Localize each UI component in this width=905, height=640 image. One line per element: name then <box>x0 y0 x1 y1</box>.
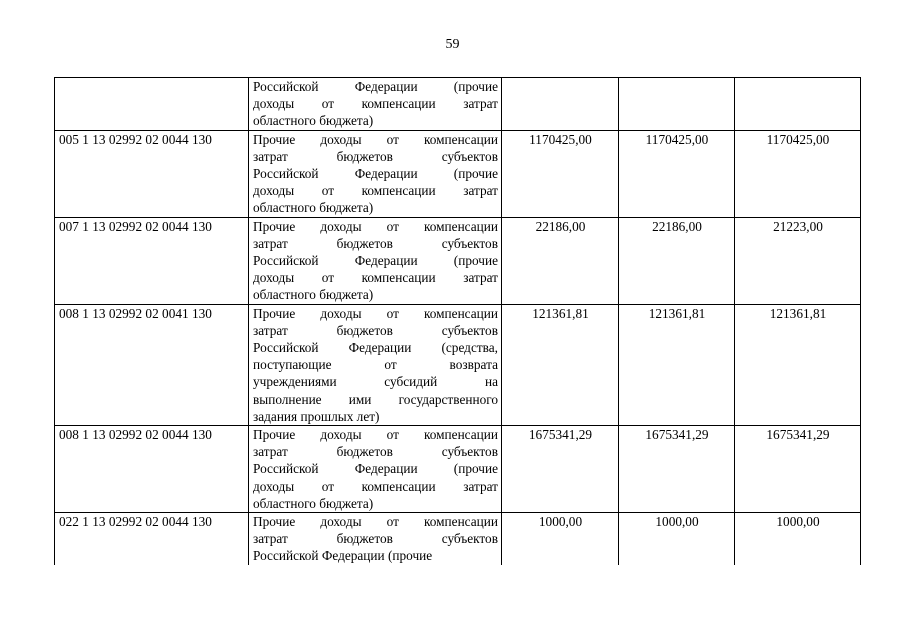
amount-year-2 <box>619 78 735 131</box>
amount-year-2: 1170425,00 <box>619 130 735 217</box>
description-line: Прочие доходы от компенсации <box>253 514 498 530</box>
description-line: Российской Федерации (прочие <box>253 461 498 477</box>
description-line: доходы от компенсации затрат <box>253 270 498 286</box>
description-line: затрат бюджетов субъектов <box>253 531 498 547</box>
amount-year-2: 1675341,29 <box>619 426 735 513</box>
budget-code: 008 1 13 02992 02 0044 130 <box>55 426 249 513</box>
amount-year-3 <box>735 78 861 131</box>
budget-code: 008 1 13 02992 02 0041 130 <box>55 304 249 425</box>
table-row <box>55 304 861 425</box>
description-line: Прочие доходы от компенсации <box>253 218 498 234</box>
description-line: Российской Федерации (прочие <box>253 79 498 94</box>
budget-code: 007 1 13 02992 02 0044 130 <box>55 217 249 304</box>
revenue-description <box>249 304 502 425</box>
description-line: поступающие от возврата <box>253 357 498 373</box>
description-line: задания прошлых лет) <box>253 408 380 424</box>
amount-year-3: 1675341,29 <box>735 426 861 513</box>
amount-year-2: 1000,00 <box>619 513 735 565</box>
revenue-description <box>249 513 502 565</box>
amount-year-3: 1170425,00 <box>735 130 861 217</box>
amount-year-2: 22186,00 <box>619 217 735 304</box>
table-row <box>55 78 861 131</box>
amount-year-3: 21223,00 <box>735 217 861 304</box>
description-line: Прочие доходы от компенсации <box>253 131 498 147</box>
revenue-description <box>249 217 502 304</box>
budget-code: 005 1 13 02992 02 0044 130 <box>55 130 249 217</box>
description-line: Российской Федерации (прочие <box>253 548 433 564</box>
table-body <box>55 78 861 565</box>
table-row <box>55 513 861 565</box>
description-line: Прочие доходы от компенсации <box>253 427 498 443</box>
description-line: учреждениями субсидий на <box>253 374 498 390</box>
amount-year-1: 121361,81 <box>502 304 619 425</box>
description-line: Российской Федерации (прочие <box>253 166 498 182</box>
amount-year-1: 1675341,29 <box>502 426 619 513</box>
amount-year-1 <box>502 78 619 131</box>
description-line: затрат бюджетов субъектов <box>253 444 498 460</box>
description-line: Прочие доходы от компенсации <box>253 305 498 321</box>
amount-year-3: 121361,81 <box>735 304 861 425</box>
budget-code <box>55 78 249 131</box>
amount-year-1: 22186,00 <box>502 217 619 304</box>
revenue-description <box>249 426 502 513</box>
amount-year-1: 1170425,00 <box>502 130 619 217</box>
table-row <box>55 130 861 217</box>
budget-revenue-table <box>54 77 861 565</box>
description-line: областного бюджета) <box>253 113 374 129</box>
description-line: выполнение ими государственного <box>253 391 498 407</box>
description-line: затрат бюджетов субъектов <box>253 235 498 251</box>
amount-year-2: 121361,81 <box>619 304 735 425</box>
amount-year-1: 1000,00 <box>502 513 619 565</box>
description-line: областного бюджета) <box>253 200 374 216</box>
description-line: доходы от компенсации затрат <box>253 96 498 112</box>
description-line: затрат бюджетов субъектов <box>253 322 498 338</box>
budget-code: 022 1 13 02992 02 0044 130 <box>55 513 249 565</box>
page-number: 59 <box>445 37 460 52</box>
description-line: Российской Федерации (прочие <box>253 253 498 269</box>
revenue-description <box>249 78 502 131</box>
amount-year-3: 1000,00 <box>735 513 861 565</box>
table-row <box>55 426 861 513</box>
description-line: Российской Федерации (средства, <box>253 340 498 356</box>
description-line: областного бюджета) <box>253 495 374 511</box>
table-row <box>55 217 861 304</box>
description-line: доходы от компенсации затрат <box>253 478 498 494</box>
revenue-description <box>249 130 502 217</box>
description-line: доходы от компенсации затрат <box>253 183 498 199</box>
description-line: областного бюджета) <box>253 287 374 303</box>
description-line: затрат бюджетов субъектов <box>253 148 498 164</box>
